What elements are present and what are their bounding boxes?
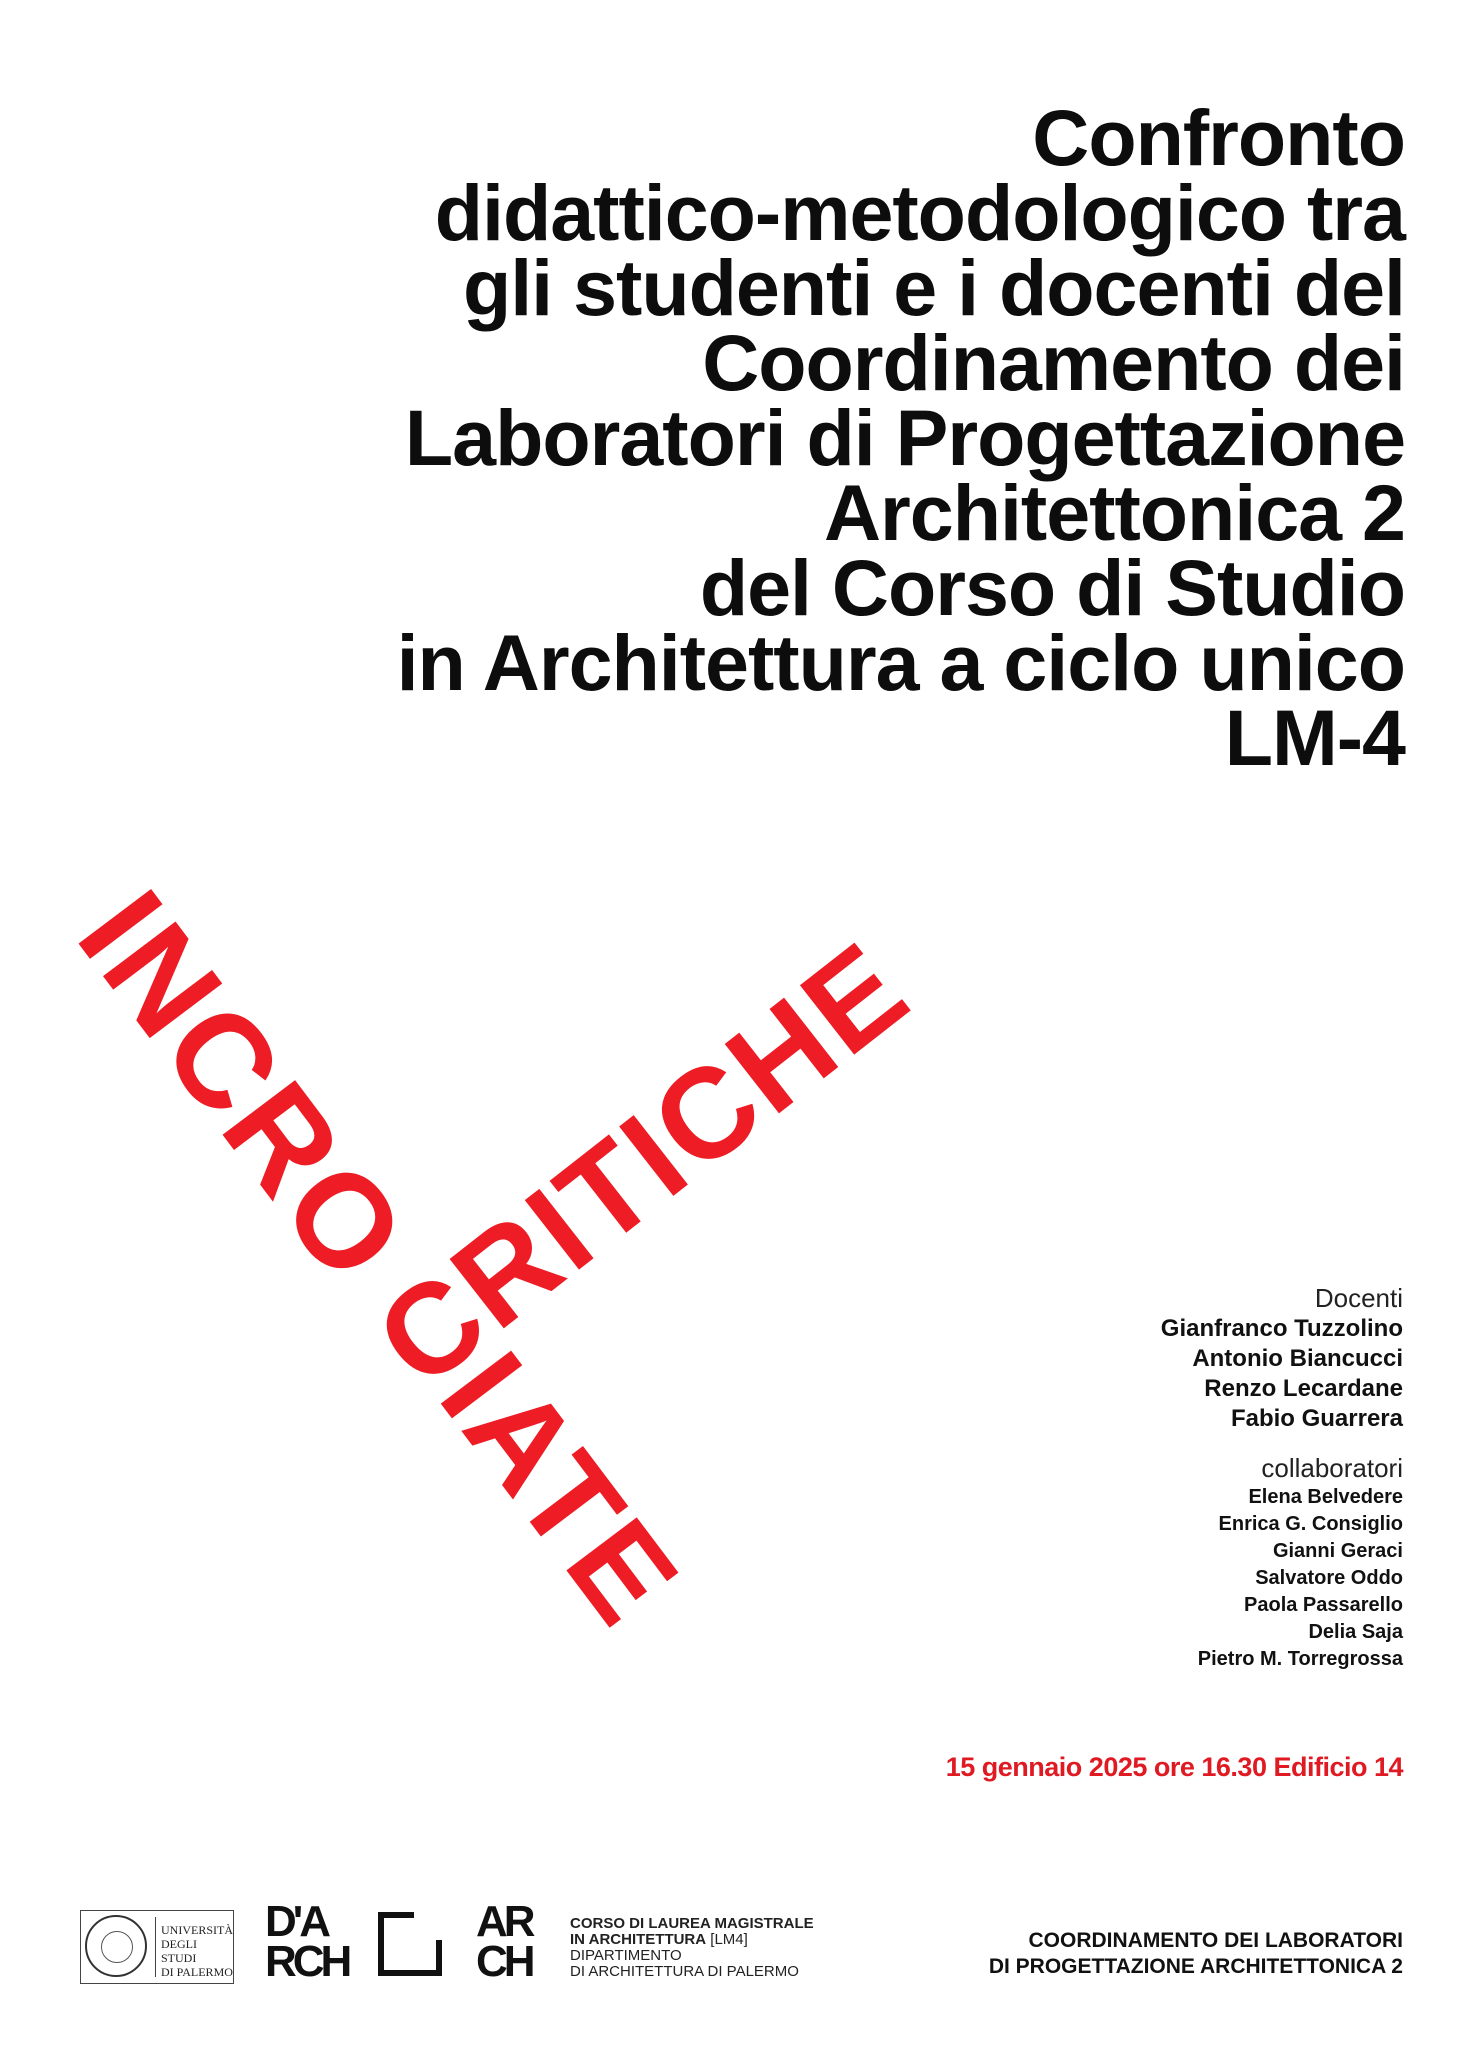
collaboratore-name: Delia Saja	[1308, 1621, 1403, 1643]
title-line: Laboratori di Progettazione	[404, 393, 1405, 482]
square-logo-icon	[378, 1912, 442, 1976]
university-name: UNIVERSITÀ DEGLI STUDI DI PALERMO	[161, 1923, 233, 1979]
title-line: Architettonica 2	[823, 468, 1405, 557]
arch-logo: AR CH	[476, 1897, 532, 1986]
collaboratore-name: Gianni Geraci	[1272, 1540, 1403, 1562]
collaboratore-name: Paola Passarello	[1244, 1594, 1403, 1616]
university-seal-icon	[85, 1915, 147, 1977]
docente-name: Antonio Biancucci	[1192, 1345, 1403, 1372]
collaboratore-name: Enrica G. Consiglio	[1218, 1513, 1403, 1535]
title-line: in Architettura a ciclo unico	[396, 618, 1405, 707]
poster-title	[205, 93, 1405, 782]
title-line: gli studenti e i docenti del	[462, 243, 1405, 332]
headline-word-critiche: CRITICHE	[351, 914, 935, 1415]
title-line: LM-4	[1224, 693, 1405, 782]
title-line: Confronto	[1032, 93, 1405, 182]
headline-word-iate: IATE	[413, 1327, 707, 1652]
title-line: didattico-metodologico tra	[434, 168, 1405, 257]
title-line: Coordinamento dei	[702, 318, 1405, 407]
docente-name: Fabio Guarrera	[1230, 1405, 1403, 1432]
collaboratori-label: collaboratori	[1261, 1453, 1403, 1483]
collaboratore-name: Salvatore Oddo	[1255, 1567, 1403, 1589]
docenti-label: Docenti	[1314, 1283, 1403, 1313]
title-line: del Corso di Studio	[699, 543, 1405, 632]
docente-name: Renzo Lecardane	[1204, 1375, 1403, 1402]
event-date-location: 15 gennaio 2025 ore 16.30 Edificio 14	[945, 1752, 1403, 1782]
coordination-label: COORDINAMENTO DEI LABORATORI DI PROGETTAZIONE ARCHITETTONICA 2	[988, 1929, 1403, 1978]
collaboratore-name: Elena Belvedere	[1248, 1486, 1403, 1508]
darch-logo: D'A RCH	[265, 1897, 349, 1986]
credits-block	[1003, 1282, 1403, 1673]
docente-name: Gianfranco Tuzzolino	[1160, 1315, 1403, 1342]
university-logo	[80, 1910, 234, 1984]
degree-course-label: CORSO DI LAUREA MAGISTRALE IN ARCHITETTURA [LM4] DIPARTIMENTO DI ARCHITETTURA DI PALERMO	[570, 1915, 814, 1980]
headline-word-incro: INCRO	[50, 865, 437, 1310]
footer-logos	[0, 1897, 1475, 2010]
collaboratore-name: Pietro M. Torregrossa	[1197, 1648, 1403, 1670]
